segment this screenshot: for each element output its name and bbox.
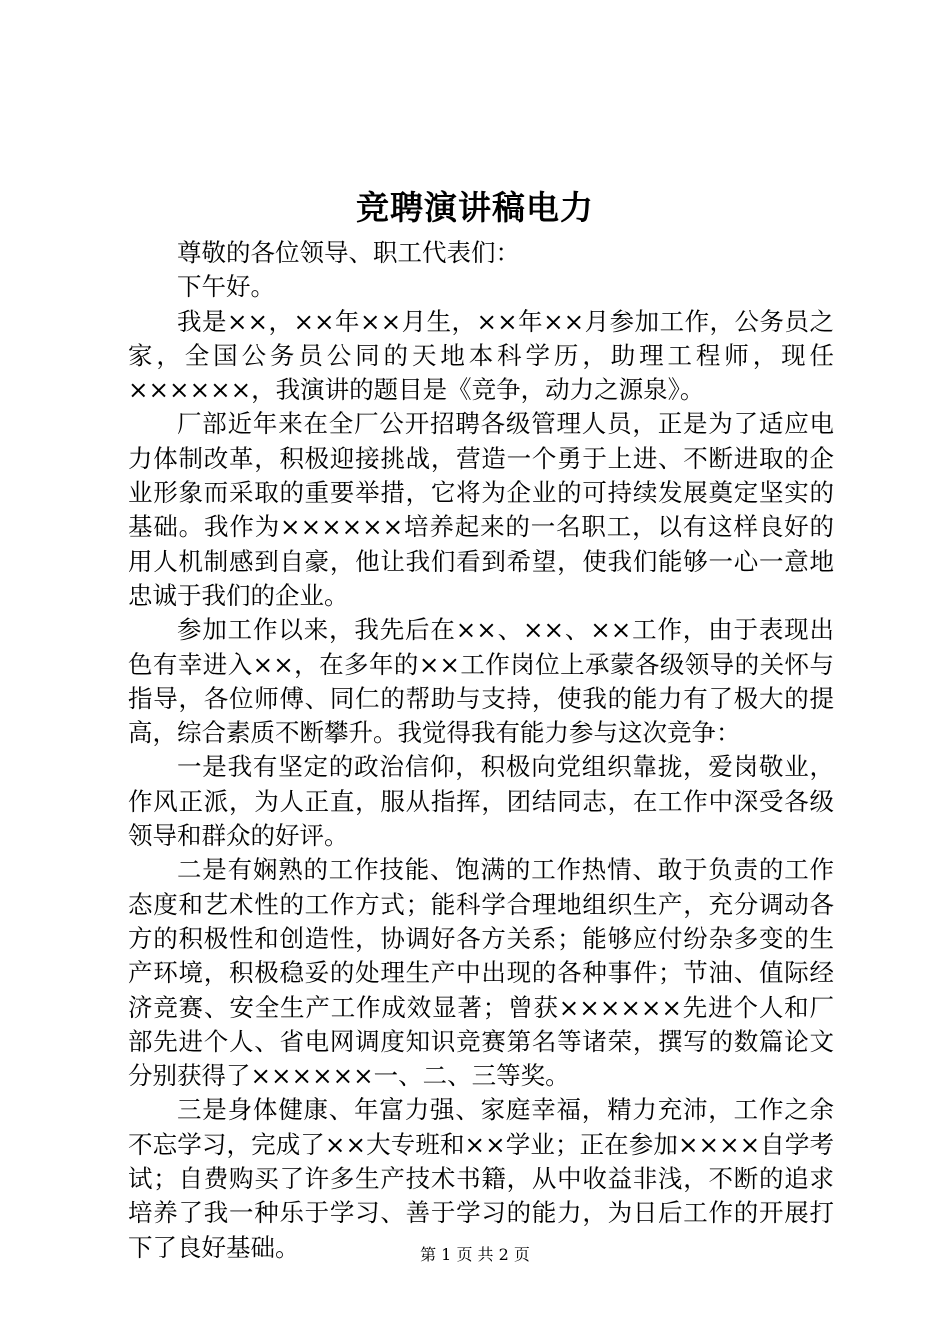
paragraph-point-three: 三是身体健康、年富力强、家庭幸福，精力充沛，工作之余不忘学习，完成了××大专班和××学业；正在参加××××自学考试；自费购买了许多生产技术书籍，从中收益非浅，不断的追求培养了我一种乐于学习、善于学习的能力，为日后工作的开展打下了良好基础。 [128,1095,834,1262]
document-body [128,236,834,1265]
paragraph-greeting: 下午好。 [177,272,275,302]
paragraph-point-two: 二是有娴熟的工作技能、饱满的工作热情、敢于负责的工作态度和艺术性的工作方式；能科学合理地组织生产，充分调动各方的积极性和创造性，协调好各方关系；能够应付纷杂多变的生产环境，积极稳妥的处理生产中出现的各种事件；节油、值际经济竞赛、安全生产工作成效显著；曾获××××××先进个人和厂部先进个人、省电网调度知识竞赛第名等诸荣，撰写的数篇论文分别获得了××××××一、二、三等奖。 [128,855,834,1091]
paragraph-point-one: 一是我有坚定的政治信仰，积极向党组织靠拢，爱岗敬业，作风正派，为人正直，服从指挥，团结同志，在工作中深受各级领导和群众的好评。 [128,752,834,851]
paragraph-experience: 参加工作以来，我先后在××、××、××工作，由于表现出色有幸进入××，在多年的××工作岗位上承蒙各级领导的关怀与指导，各位师傅、同仁的帮助与支持，使我的能力有了极大的提高，综合素质不断攀升。我觉得我有能力参与这次竞争： [128,615,834,748]
page-number-footer: 第 1 页 共 2 页 [420,1245,530,1264]
paragraph-salutation: 尊敬的各位领导、职工代表们： [177,238,520,267]
paragraph-background: 厂部近年来在全厂公开招聘各级管理人员，正是为了适应电力体制改革，积极迎接挑战，营造一个勇于上进、不断进取的企业形象而采取的重要举措，它将为企业的可持续发展奠定坚实的基础。我作为××××××培养起来的一名职工，以有这样良好的用人机制感到自豪，他让我们看到希望，使我们能够一心一意地忠诚于我们的企业。 [128,409,834,610]
document-title: 竞聘演讲稿电力 [356,188,594,227]
paragraph-introduction: 我是××，××年××月生，××年××月参加工作，公务员之家，全国公务员公同的天地本科学历，助理工程师，现任××××××，我演讲的题目是《竞争，动力之源泉》。 [128,306,834,405]
